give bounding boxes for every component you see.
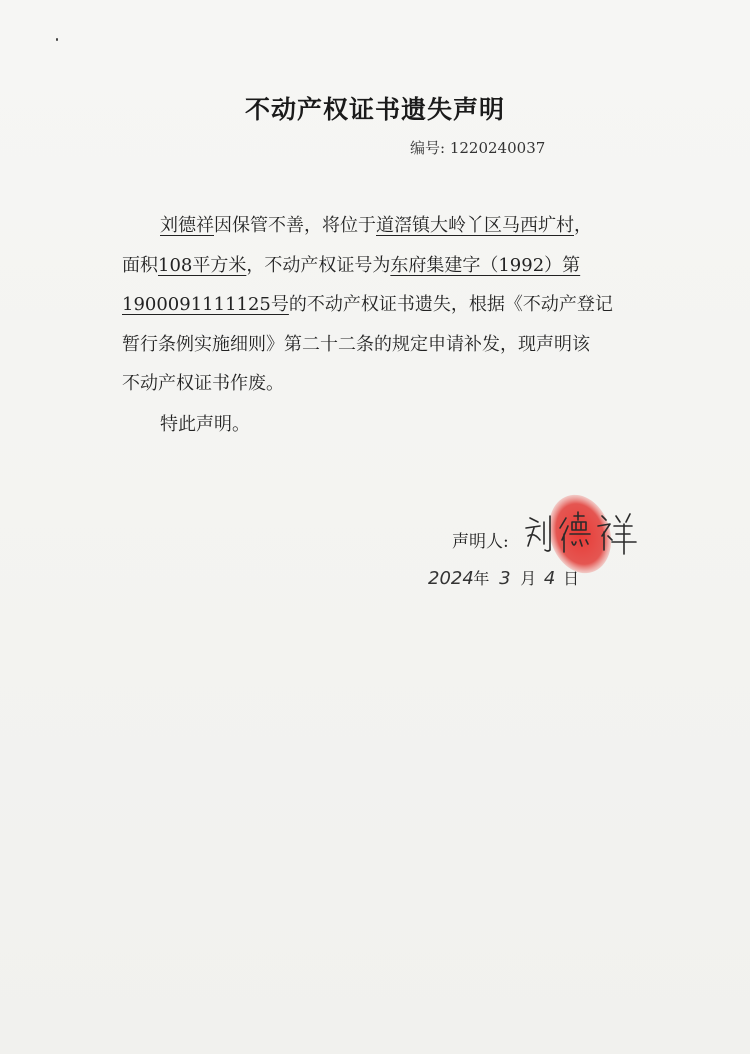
body-text-segment: 因保管不善，将位于	[214, 215, 376, 236]
owner-name: 刘德祥	[160, 215, 214, 236]
number-value: 1220240037	[449, 139, 546, 157]
date-month-unit: 月	[520, 569, 537, 588]
date-month: 3	[499, 568, 511, 589]
date-day-unit: 日	[563, 569, 580, 588]
body-text-segment: 面积	[122, 254, 158, 276]
date-year: 2024	[428, 568, 474, 589]
signature-area	[518, 488, 648, 578]
date-row	[428, 566, 579, 589]
property-area: 108平方米	[158, 254, 247, 276]
handwritten-signature	[518, 488, 648, 578]
certificate-number: 1900091111125号	[122, 294, 289, 315]
closing-statement: 特此声明。	[160, 414, 250, 435]
date-day: 4	[543, 568, 556, 589]
number-label: 编号:	[410, 139, 446, 157]
body-line-2	[122, 246, 632, 286]
body-line-1	[122, 206, 632, 246]
certificate-number-prefix: 东府集建字（1992）第	[390, 254, 581, 276]
body-text-segment: ，不动产权证号为	[246, 254, 391, 276]
statement-body	[122, 206, 632, 404]
document-title: 不动产权证书遗失声明	[244, 95, 505, 124]
body-line-3	[122, 285, 632, 325]
declarant-label: 声明人:	[452, 532, 509, 552]
property-location: 道滘镇大岭丫区马西圹村	[376, 215, 574, 236]
date-year-unit: 年	[473, 569, 490, 588]
scan-speck	[56, 38, 58, 41]
document-number	[410, 137, 545, 158]
body-line-4: 暂行条例实施细则》第二十二条的规定申请补发，现声明该	[122, 333, 590, 355]
body-text-segment: ，	[574, 215, 592, 236]
body-text-segment: 的不动产权证书遗失，根据《不动产登记	[288, 294, 613, 315]
body-line-5: 不动产权证书作废。	[122, 373, 284, 394]
